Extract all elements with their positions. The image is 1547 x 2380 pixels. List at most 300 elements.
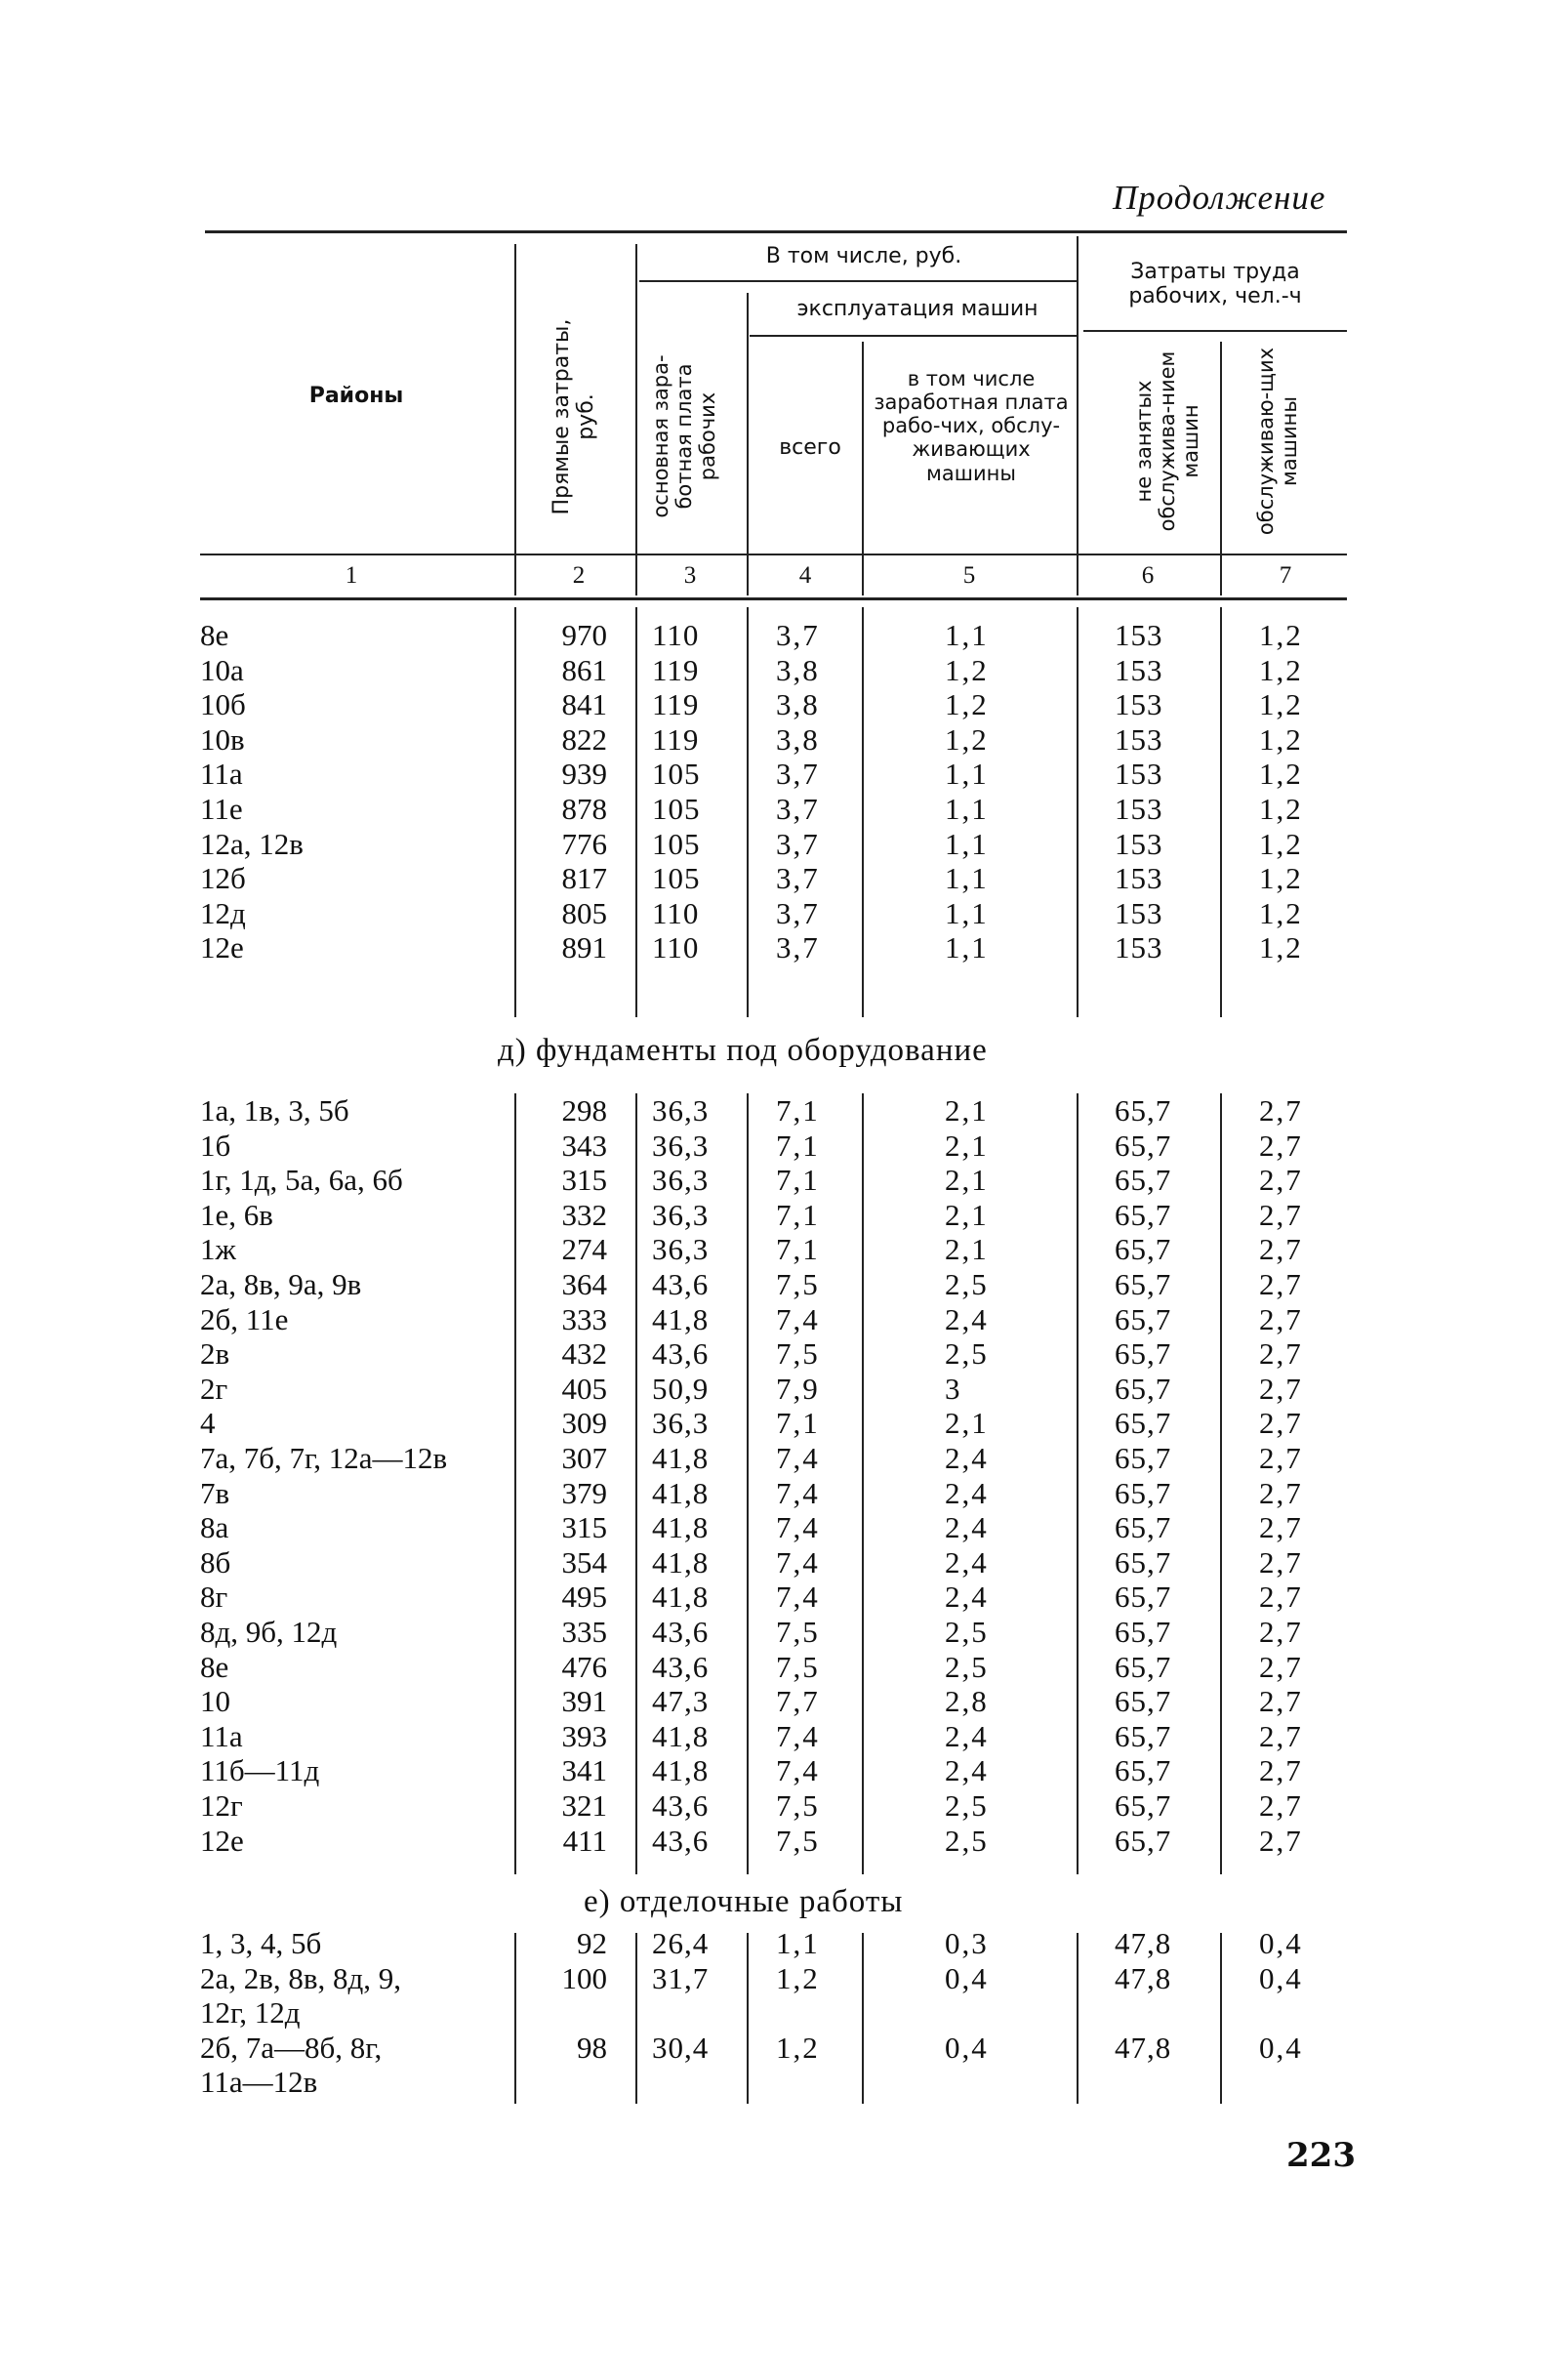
colnum-5: 5: [962, 562, 976, 589]
machine-wage-cell: 2,4: [945, 1510, 989, 1544]
machine-wage-cell: 2,1: [945, 1232, 989, 1266]
labor-not-operating-cell: 47,8: [1115, 1961, 1172, 1995]
direct-costs-cell: 476: [561, 1650, 607, 1684]
machine-total-cell: 3,7: [776, 618, 820, 652]
labor-operating-cell: 1,2: [1259, 757, 1303, 791]
labor-not-operating-cell: 65,7: [1115, 1580, 1172, 1614]
district-cell: 7в: [200, 1476, 230, 1510]
machine-wage-cell: 2,8: [945, 1684, 989, 1718]
labor-operating-cell: 1,2: [1259, 861, 1303, 895]
direct-costs-cell: 805: [561, 896, 607, 930]
machine-op-rule: [750, 335, 1077, 337]
machine-wage-cell: 2,4: [945, 1302, 989, 1336]
direct-costs-cell: 878: [561, 792, 607, 826]
base-wage-cell: 105: [652, 757, 701, 791]
direct-costs-cell: 822: [561, 722, 607, 757]
labor-operating-cell: 1,2: [1259, 827, 1303, 861]
base-wage-cell: 119: [652, 653, 700, 687]
labor-not-operating-cell: 65,7: [1115, 1232, 1172, 1266]
colnum-4: 4: [798, 562, 812, 589]
district-cell: 11а: [200, 757, 243, 791]
labor-operating-cell: 2,7: [1259, 1650, 1303, 1684]
direct-costs-cell: 432: [561, 1336, 607, 1371]
direct-costs-cell: 315: [561, 1510, 607, 1544]
direct-costs-cell: 100: [561, 1961, 607, 1995]
labor-not-operating-cell: 65,7: [1115, 1650, 1172, 1684]
direct-costs-cell: 970: [561, 618, 607, 652]
header-bottom-rule: [200, 554, 1347, 555]
labor-not-operating-cell: 47,8: [1115, 2031, 1172, 2065]
direct-costs-cell: 321: [561, 1788, 607, 1823]
colnum-2: 2: [572, 562, 586, 589]
machine-total-cell: 7,4: [776, 1545, 820, 1580]
labor-operating-cell: 2,7: [1259, 1093, 1303, 1128]
direct-costs-cell: 411: [562, 1824, 607, 1858]
labor-operating-cell: 1,2: [1259, 930, 1303, 964]
labor-not-operating-cell: 65,7: [1115, 1336, 1172, 1371]
table-row: [0, 1336, 1547, 1372]
machine-wage-cell: 0,4: [945, 1961, 989, 1995]
labor-not-operating-cell: 65,7: [1115, 1441, 1172, 1475]
labor-operating-cell: 1,2: [1259, 618, 1303, 652]
labor-costs-rule: [1083, 330, 1347, 332]
machine-wage-cell: 2,4: [945, 1476, 989, 1510]
page-number: 223: [1286, 2136, 1356, 2175]
table-row: [0, 1163, 1547, 1198]
machine-total-cell: 3,7: [776, 861, 820, 895]
labor-not-operating-cell: 153: [1115, 827, 1163, 861]
machine-wage-cell: 1,1: [945, 930, 989, 964]
labor-not-operating-cell: 47,8: [1115, 1926, 1172, 1960]
labor-operating-cell: 0,4: [1259, 2031, 1303, 2065]
machine-wage-cell: 2,5: [945, 1336, 989, 1371]
base-wage-cell: 43,6: [652, 1788, 710, 1823]
district-cell: 8д, 9б, 12д: [200, 1615, 338, 1649]
district-cell: 1е, 6в: [200, 1198, 273, 1232]
district-cell: 10: [200, 1684, 230, 1718]
table-row: [0, 1995, 1547, 2031]
district-cell: 8е: [200, 1650, 229, 1684]
district-cell: 12д: [200, 896, 246, 930]
direct-costs-cell: 274: [561, 1232, 607, 1266]
table-row: [0, 1198, 1547, 1233]
header-vrule-4: [862, 342, 864, 595]
base-wage-cell: 43,6: [652, 1336, 710, 1371]
labor-operating-cell: 2,7: [1259, 1476, 1303, 1510]
operating-header: обслуживаю-щих машины: [1254, 347, 1302, 536]
direct-costs-cell: 861: [561, 653, 607, 687]
labor-not-operating-cell: 65,7: [1115, 1476, 1172, 1510]
total-header: всего: [779, 435, 841, 460]
machine-wage-cell: 2,5: [945, 1267, 989, 1301]
machine-total-cell: 3,7: [776, 827, 820, 861]
labor-not-operating-cell: 65,7: [1115, 1302, 1172, 1336]
machine-wage-cell: 1,1: [945, 618, 989, 652]
table-row: [0, 1926, 1547, 1961]
labor-operating-cell: 0,4: [1259, 1926, 1303, 1960]
table-row: [0, 1545, 1547, 1580]
base-wage-cell: 43,6: [652, 1267, 710, 1301]
direct-costs-cell: 309: [561, 1406, 607, 1440]
labor-not-operating-cell: 153: [1115, 618, 1163, 652]
district-cell: 12г: [200, 1788, 243, 1823]
direct-costs-cell: 495: [561, 1580, 607, 1614]
machine-total-cell: 1,2: [776, 2031, 820, 2065]
machine-total-cell: 7,1: [776, 1128, 820, 1163]
labor-not-operating-cell: 65,7: [1115, 1510, 1172, 1544]
direct-costs-cell: 341: [561, 1753, 607, 1787]
labor-not-operating-cell: 153: [1115, 653, 1163, 687]
labor-not-operating-cell: 65,7: [1115, 1545, 1172, 1580]
machine-total-cell: 3,7: [776, 757, 820, 791]
base-wage-cell: 43,6: [652, 1615, 710, 1649]
labor-not-operating-cell: 65,7: [1115, 1719, 1172, 1753]
district-cell: 2а, 2в, 8в, 8д, 9,: [200, 1961, 402, 1995]
table-row: [0, 930, 1547, 965]
labor-operating-cell: 1,2: [1259, 687, 1303, 721]
base-wage-cell: 41,8: [652, 1302, 710, 1336]
table-row: [0, 1441, 1547, 1476]
labor-not-operating-cell: 65,7: [1115, 1163, 1172, 1197]
section-title-foundations: д) фундаменты под оборудование: [498, 1033, 988, 1068]
base-wage-header: основная зара-ботная плата рабочих: [649, 354, 720, 518]
base-wage-cell: 47,3: [652, 1684, 710, 1718]
table-row: [0, 722, 1547, 758]
labor-not-operating-cell: 153: [1115, 792, 1163, 826]
labor-not-operating-cell: 65,7: [1115, 1372, 1172, 1406]
district-cell: 4: [200, 1406, 216, 1440]
labor-operating-cell: 2,7: [1259, 1267, 1303, 1301]
table-row: [0, 1684, 1547, 1719]
base-wage-cell: 41,8: [652, 1510, 710, 1544]
labor-operating-cell: 2,7: [1259, 1719, 1303, 1753]
district-cell: 8б: [200, 1545, 231, 1580]
labor-operating-cell: 2,7: [1259, 1372, 1303, 1406]
header-vrule-3: [747, 293, 749, 595]
table-row: [0, 1580, 1547, 1615]
labor-not-operating-cell: 153: [1115, 687, 1163, 721]
labor-not-operating-cell: 65,7: [1115, 1406, 1172, 1440]
direct-costs-cell: 298: [561, 1093, 607, 1128]
district-cell: 1а, 1в, 3, 5б: [200, 1093, 349, 1128]
labor-operating-cell: 2,7: [1259, 1580, 1303, 1614]
machine-wage-cell: 1,1: [945, 896, 989, 930]
machine-wage-cell: 2,4: [945, 1753, 989, 1787]
base-wage-cell: 41,8: [652, 1719, 710, 1753]
labor-operating-cell: 2,7: [1259, 1406, 1303, 1440]
table-row: [0, 1824, 1547, 1859]
machine-total-cell: 3,8: [776, 653, 820, 687]
machine-total-cell: 3,7: [776, 792, 820, 826]
base-wage-cell: 36,3: [652, 1128, 710, 1163]
direct-costs-cell: 391: [561, 1684, 607, 1718]
direct-costs-cell: 364: [561, 1267, 607, 1301]
machine-total-cell: 7,1: [776, 1093, 820, 1128]
district-cell: 7а, 7б, 7г, 12а—12в: [200, 1441, 448, 1475]
district-cell: 1б: [200, 1128, 231, 1163]
base-wage-cell: 110: [652, 930, 700, 964]
incl-wage-operators-header: в том числе заработная плата рабо-чих, обслу-живающих машины: [874, 367, 1069, 485]
table-row: [0, 2065, 1547, 2100]
table-row: [0, 757, 1547, 792]
labor-not-operating-cell: 65,7: [1115, 1128, 1172, 1163]
direct-costs-cell: 315: [561, 1163, 607, 1197]
direct-costs-cell: 98: [577, 2031, 607, 2065]
machine-total-cell: 7,5: [776, 1615, 820, 1649]
table-row: [0, 1615, 1547, 1650]
machine-wage-cell: 1,1: [945, 792, 989, 826]
district-cell: 10а: [200, 653, 244, 687]
district-cell: 10б: [200, 687, 246, 721]
labor-operating-cell: 2,7: [1259, 1302, 1303, 1336]
machine-total-cell: 3,8: [776, 722, 820, 757]
machine-total-cell: 7,1: [776, 1406, 820, 1440]
direct-costs-cell: 307: [561, 1441, 607, 1475]
machine-wage-cell: 2,1: [945, 1163, 989, 1197]
districts-header: Районы: [308, 384, 404, 408]
machine-wage-cell: 2,5: [945, 1824, 989, 1858]
direct-costs-cell: 379: [561, 1476, 607, 1510]
machine-wage-cell: 2,1: [945, 1128, 989, 1163]
machine-total-cell: 7,4: [776, 1302, 820, 1336]
table-row: [0, 792, 1547, 827]
table-row: [0, 1406, 1547, 1441]
table-row: [0, 896, 1547, 931]
machine-wage-cell: 0,3: [945, 1926, 989, 1960]
direct-costs-cell: 393: [561, 1719, 607, 1753]
machine-total-cell: 3,7: [776, 930, 820, 964]
machine-total-cell: 7,4: [776, 1580, 820, 1614]
machine-wage-cell: 2,1: [945, 1406, 989, 1440]
machine-wage-cell: 0,4: [945, 2031, 989, 2065]
labor-operating-cell: 2,7: [1259, 1441, 1303, 1475]
district-cell: 11а—12в: [200, 2065, 318, 2099]
machine-operation-header: эксплуатация машин: [796, 297, 1038, 321]
base-wage-cell: 36,3: [652, 1198, 710, 1232]
base-wage-cell: 36,3: [652, 1232, 710, 1266]
colnum-7: 7: [1279, 562, 1292, 589]
labor-not-operating-cell: 153: [1115, 757, 1163, 791]
machine-total-cell: 7,4: [776, 1719, 820, 1753]
table-row: [0, 2031, 1547, 2066]
machine-total-cell: 7,5: [776, 1336, 820, 1371]
table-row: [0, 687, 1547, 722]
base-wage-cell: 41,8: [652, 1580, 710, 1614]
labor-not-operating-cell: 65,7: [1115, 1615, 1172, 1649]
machine-wage-cell: 1,2: [945, 687, 989, 721]
colnum-3: 3: [683, 562, 697, 589]
machine-total-cell: 7,5: [776, 1267, 820, 1301]
direct-costs-cell: 343: [561, 1128, 607, 1163]
machine-total-cell: 7,9: [776, 1372, 820, 1406]
labor-operating-cell: 2,7: [1259, 1824, 1303, 1858]
base-wage-cell: 110: [652, 896, 700, 930]
incl-rub-header: В том числе, руб.: [765, 244, 962, 268]
direct-costs-cell: 776: [561, 827, 607, 861]
table-row: [0, 1753, 1547, 1788]
base-wage-cell: 110: [652, 618, 700, 652]
labor-operating-cell: 2,7: [1259, 1232, 1303, 1266]
labor-operating-cell: 1,2: [1259, 896, 1303, 930]
labor-not-operating-cell: 153: [1115, 896, 1163, 930]
direct-costs-cell: 332: [561, 1198, 607, 1232]
district-cell: 12а, 12в: [200, 827, 304, 861]
colnum-6: 6: [1141, 562, 1155, 589]
machine-wage-cell: 2,5: [945, 1650, 989, 1684]
base-wage-cell: 119: [652, 687, 700, 721]
district-cell: 2в: [200, 1336, 230, 1371]
direct-costs-header: Прямые затраты, руб.: [550, 318, 599, 515]
labor-operating-cell: 1,2: [1259, 792, 1303, 826]
machine-wage-cell: 2,4: [945, 1545, 989, 1580]
district-cell: 12б: [200, 861, 246, 895]
direct-costs-cell: 891: [561, 930, 607, 964]
base-wage-cell: 36,3: [652, 1093, 710, 1128]
table-row: [0, 1372, 1547, 1407]
labor-not-operating-cell: 65,7: [1115, 1753, 1172, 1787]
labor-operating-cell: 1,2: [1259, 722, 1303, 757]
colnum-1: 1: [345, 562, 358, 589]
machine-total-cell: 7,5: [776, 1650, 820, 1684]
table-row: [0, 1961, 1547, 1996]
base-wage-cell: 41,8: [652, 1545, 710, 1580]
base-wage-cell: 105: [652, 792, 701, 826]
machine-wage-cell: 2,4: [945, 1441, 989, 1475]
machine-wage-cell: 1,2: [945, 722, 989, 757]
header-top-rule: [205, 230, 1347, 233]
labor-operating-cell: 2,7: [1259, 1198, 1303, 1232]
district-cell: 10в: [200, 722, 245, 757]
colnum-bottom-rule: [200, 597, 1347, 600]
base-wage-cell: 36,3: [652, 1163, 710, 1197]
base-wage-cell: 119: [652, 722, 700, 757]
machine-total-cell: 3,8: [776, 687, 820, 721]
labor-not-operating-cell: 153: [1115, 722, 1163, 757]
labor-operating-cell: 1,2: [1259, 653, 1303, 687]
base-wage-cell: 36,3: [652, 1406, 710, 1440]
machine-total-cell: 7,4: [776, 1476, 820, 1510]
district-cell: 11б—11д: [200, 1753, 320, 1787]
section-title-finishing: е) отделочные работы: [584, 1884, 904, 1919]
labor-not-operating-cell: 65,7: [1115, 1824, 1172, 1858]
district-cell: 2б, 7а—8б, 8г,: [200, 2031, 383, 2065]
machine-wage-cell: 2,5: [945, 1615, 989, 1649]
not-operating-header: не занятых обслужива-нием машин: [1132, 350, 1203, 532]
header-vrule-1: [514, 244, 516, 595]
header-vrule-5: [1077, 236, 1079, 595]
labor-operating-cell: 2,7: [1259, 1788, 1303, 1823]
machine-total-cell: 7,4: [776, 1510, 820, 1544]
base-wage-cell: 41,8: [652, 1753, 710, 1787]
machine-total-cell: 7,1: [776, 1232, 820, 1266]
base-wage-cell: 31,7: [652, 1961, 710, 1995]
table-row: [0, 618, 1547, 653]
table-row: [0, 1093, 1547, 1128]
direct-costs-cell: 335: [561, 1615, 607, 1649]
district-cell: 11а: [200, 1719, 243, 1753]
table-row: [0, 1510, 1547, 1545]
labor-operating-cell: 2,7: [1259, 1336, 1303, 1371]
district-cell: 8а: [200, 1510, 229, 1544]
direct-costs-cell: 354: [561, 1545, 607, 1580]
district-cell: 1ж: [200, 1232, 236, 1266]
table-row: [0, 1267, 1547, 1302]
machine-wage-cell: 2,1: [945, 1198, 989, 1232]
table-row: [0, 1788, 1547, 1824]
base-wage-cell: 41,8: [652, 1441, 710, 1475]
machine-wage-cell: 2,4: [945, 1580, 989, 1614]
labor-operating-cell: 2,7: [1259, 1510, 1303, 1544]
labor-not-operating-cell: 65,7: [1115, 1093, 1172, 1128]
table-row: [0, 1476, 1547, 1511]
table-row: [0, 1232, 1547, 1267]
direct-costs-cell: 405: [561, 1372, 607, 1406]
machine-total-cell: 7,1: [776, 1198, 820, 1232]
direct-costs-cell: 817: [561, 861, 607, 895]
district-cell: 2а, 8в, 9а, 9в: [200, 1267, 362, 1301]
machine-wage-cell: 2,5: [945, 1788, 989, 1823]
district-cell: 8г: [200, 1580, 228, 1614]
district-cell: 1, 3, 4, 5б: [200, 1926, 322, 1960]
machine-wage-cell: 1,2: [945, 653, 989, 687]
machine-total-cell: 7,4: [776, 1441, 820, 1475]
machine-wage-cell: 3: [945, 1372, 962, 1406]
header-vrule-2: [635, 244, 637, 595]
labor-operating-cell: 2,7: [1259, 1615, 1303, 1649]
labor-not-operating-cell: 65,7: [1115, 1684, 1172, 1718]
district-cell: 8е: [200, 618, 229, 652]
table-row: [0, 861, 1547, 896]
machine-wage-cell: 1,1: [945, 757, 989, 791]
machine-total-cell: 7,5: [776, 1824, 820, 1858]
machine-total-cell: 7,7: [776, 1684, 820, 1718]
machine-total-cell: 1,1: [776, 1926, 820, 1960]
header-vrule-6: [1220, 342, 1222, 595]
labor-operating-cell: 2,7: [1259, 1684, 1303, 1718]
labor-operating-cell: 2,7: [1259, 1753, 1303, 1787]
base-wage-cell: 43,6: [652, 1824, 710, 1858]
labor-operating-cell: 2,7: [1259, 1545, 1303, 1580]
incl-rub-rule: [639, 280, 1077, 282]
machine-total-cell: 3,7: [776, 896, 820, 930]
table-row: [0, 1302, 1547, 1337]
district-cell: 12е: [200, 1824, 244, 1858]
machine-wage-cell: 2,1: [945, 1093, 989, 1128]
labor-not-operating-cell: 153: [1115, 930, 1163, 964]
table-row: [0, 1128, 1547, 1164]
direct-costs-cell: 92: [577, 1926, 607, 1960]
base-wage-cell: 43,6: [652, 1650, 710, 1684]
continued-label: Продолжение: [1113, 179, 1326, 217]
labor-operating-cell: 2,7: [1259, 1163, 1303, 1197]
machine-total-cell: 7,5: [776, 1788, 820, 1823]
labor-not-operating-cell: 65,7: [1115, 1267, 1172, 1301]
table-row: [0, 827, 1547, 862]
machine-total-cell: 7,4: [776, 1753, 820, 1787]
labor-not-operating-cell: 153: [1115, 861, 1163, 895]
district-cell: 2г: [200, 1372, 228, 1406]
labor-operating-cell: 2,7: [1259, 1128, 1303, 1163]
base-wage-cell: 105: [652, 827, 701, 861]
base-wage-cell: 30,4: [652, 2031, 710, 2065]
table-row: [0, 1650, 1547, 1685]
base-wage-cell: 41,8: [652, 1476, 710, 1510]
labor-operating-cell: 0,4: [1259, 1961, 1303, 1995]
district-cell: 11е: [200, 792, 243, 826]
machine-wage-cell: 1,1: [945, 861, 989, 895]
labor-not-operating-cell: 65,7: [1115, 1198, 1172, 1232]
district-cell: 12г, 12д: [200, 1995, 301, 2030]
